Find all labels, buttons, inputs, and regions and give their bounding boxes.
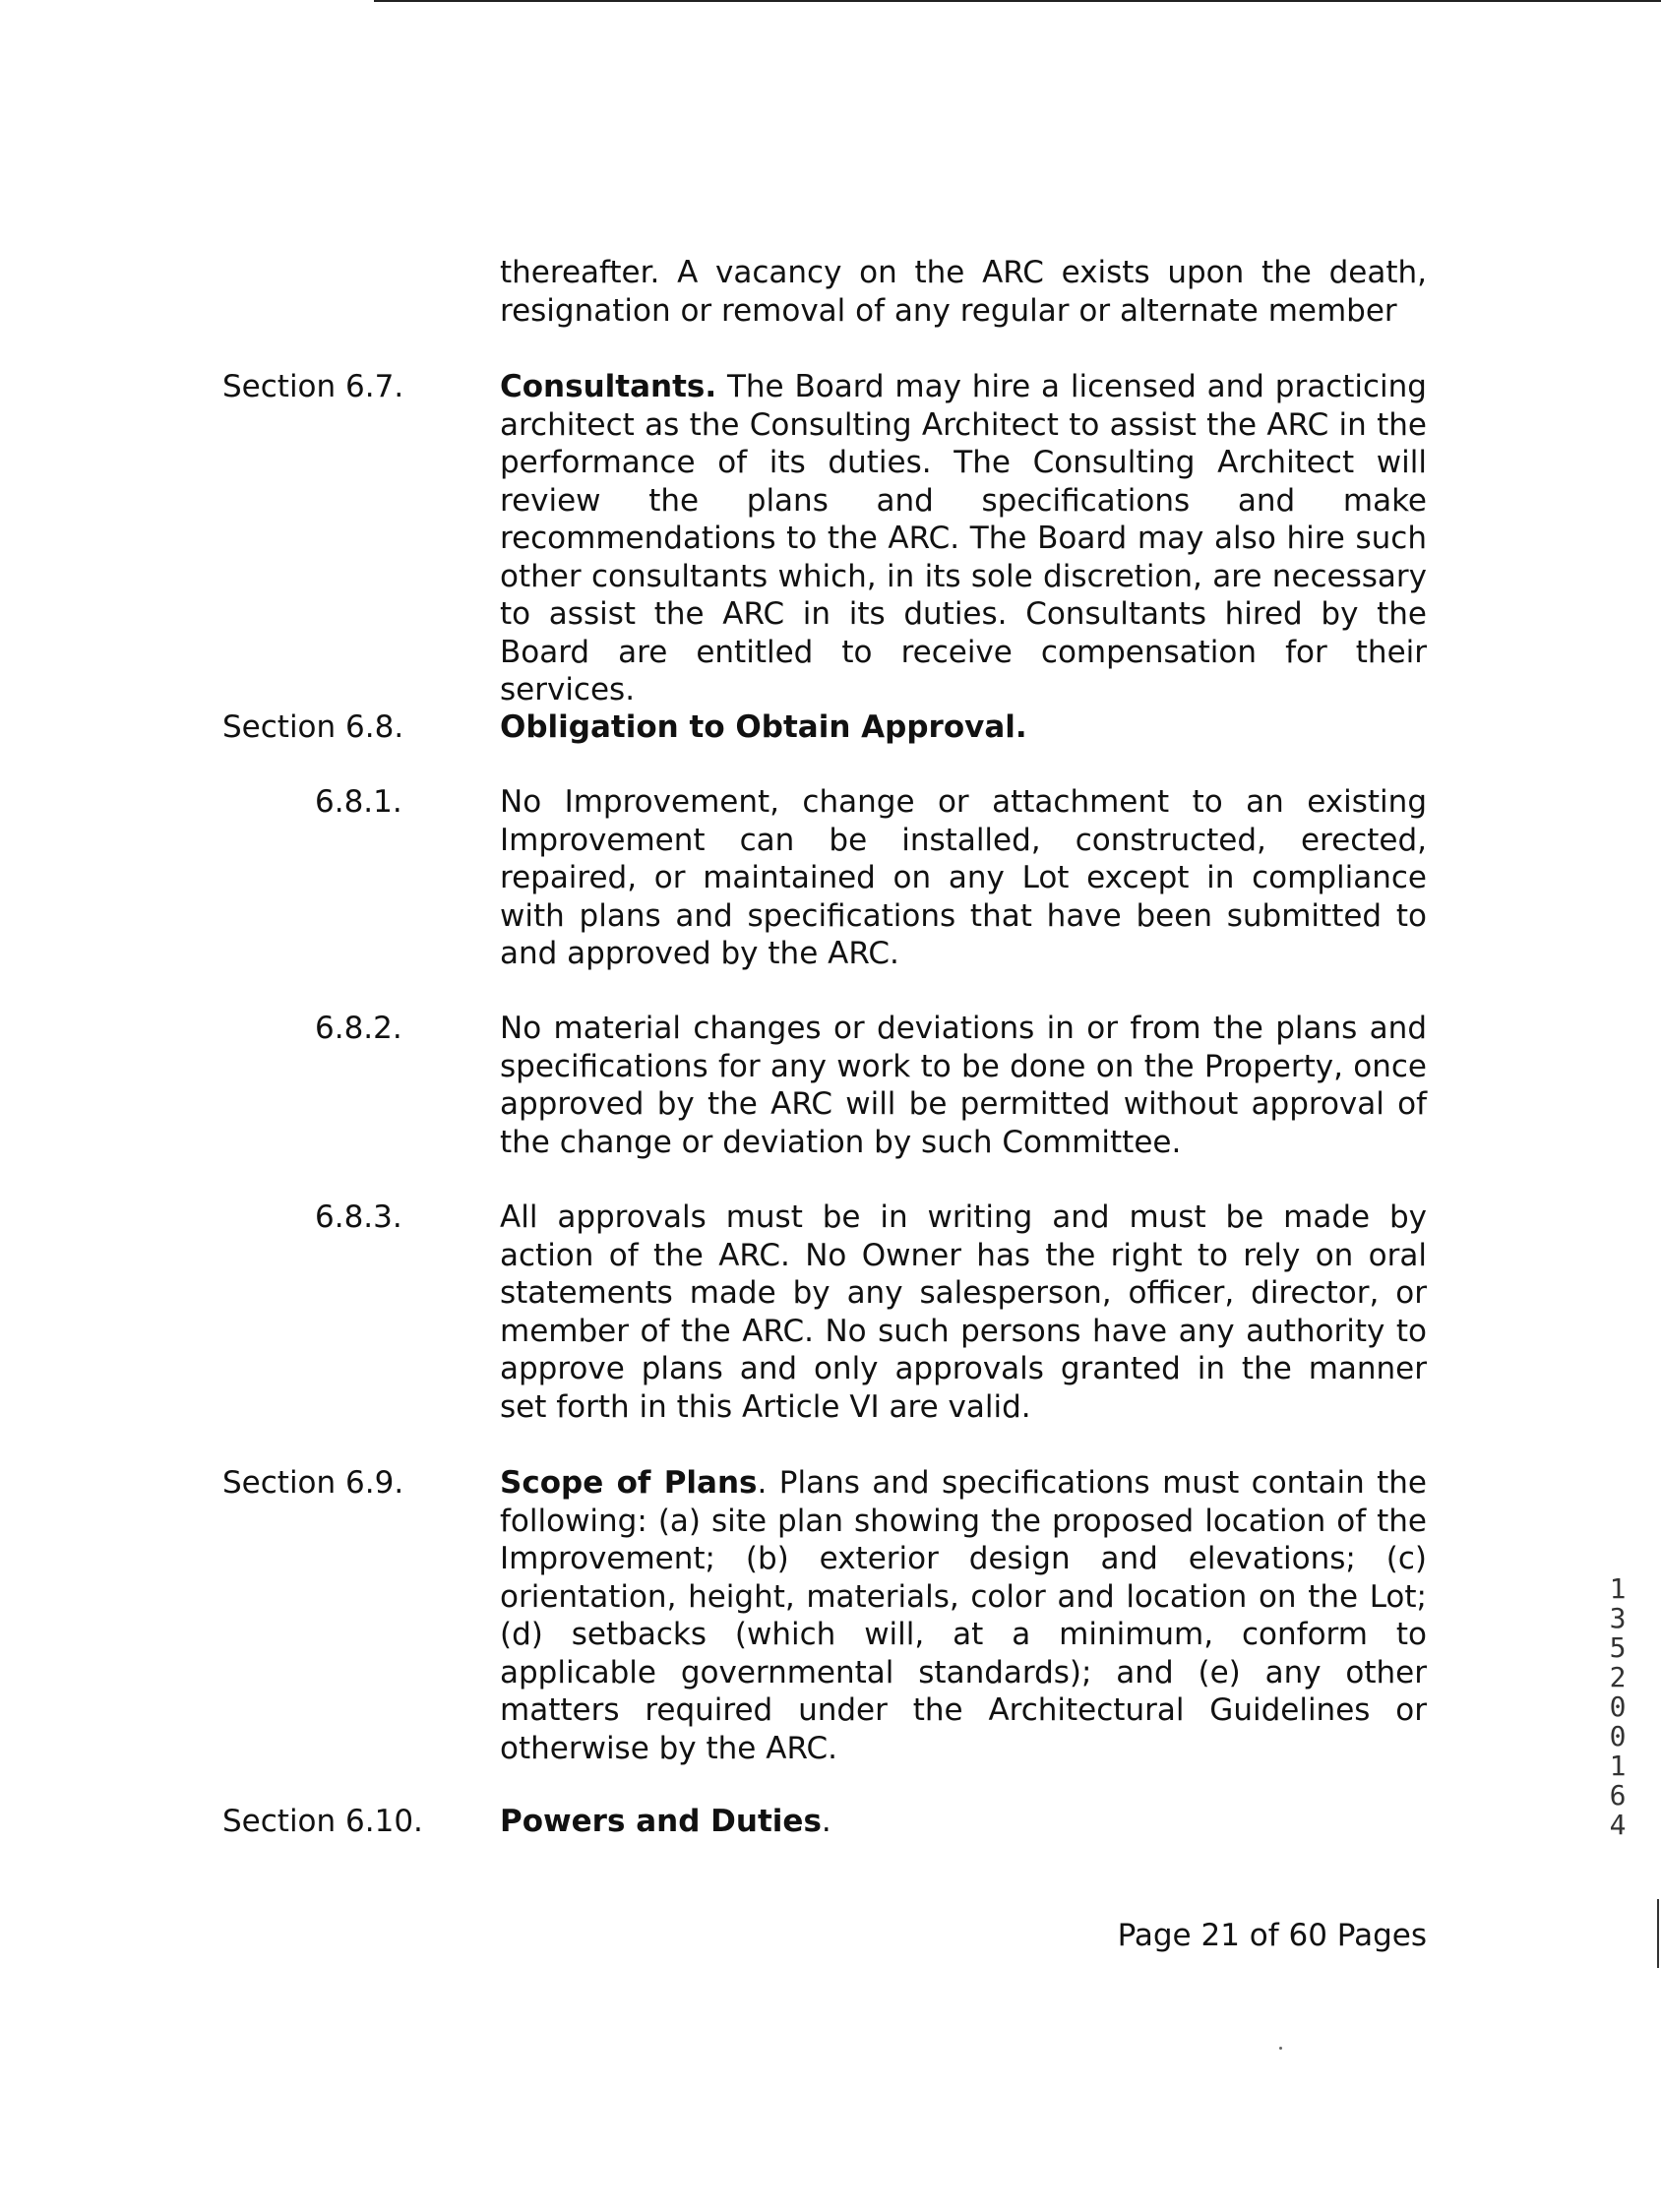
section-body [500, 708, 1427, 747]
section-body [500, 1803, 1427, 1841]
section-label: Section 6.10. [222, 1804, 423, 1839]
subsection-body: No material changes or deviations in or from the plans and specifications for any work to be done on the Property, once approved by the ARC will be permitted without approval of the change or deviation by such Committee. [500, 1011, 1427, 1160]
page-number-footer: Page 21 of 60 Pages [1117, 1918, 1427, 1953]
section-label: Section 6.8. [222, 709, 404, 745]
section-text: . Plans and specifications must contain the following: (a) site plan showing the proposed location of the Improvement; (b) exterior design and elevations; (c) orientation, height, materials, color and location on the Lot; (d) setbacks (which will, at a minimum, conform to applicable governmental standards); and (e) any other matters required under the Architectural Guidelines or otherwise by the ARC. [500, 1465, 1428, 1766]
section-text: . [821, 1804, 831, 1839]
section-body [500, 1464, 1427, 1767]
section-text: The Board may hire a licensed and practicing architect as the Consulting Architect to assist the ARC in the performance of its duties. The Consulting Architect will review the plans and specifications and make recommendations to the ARC. The Board may also hire such other consultants which, in its sole discretion, are necessary to assist the ARC in its duties. Consultants hired by the Board are entitled to receive compensation for their services. [500, 369, 1427, 707]
section-heading: Consultants. [500, 369, 717, 404]
subsection-label: 6.8.1. [315, 784, 402, 820]
recording-stamp: 1352 00164 [1609, 1572, 1627, 1841]
section-heading: Powers and Duties [500, 1804, 822, 1839]
section-body [500, 368, 1427, 709]
section-heading: Obligation to Obtain Approval. [500, 709, 1027, 745]
section-label: Section 6.7. [222, 369, 404, 404]
subsection-label: 6.8.3. [315, 1199, 402, 1235]
section-heading: Scope of Plans [500, 1465, 758, 1501]
subsection-body: No Improvement, change or attachment to an existing Improvement can be installed, constructed, erected, repaired, or maintained on any Lot except in compliance with plans and specifications that have been submitted to and approved by the ARC. [500, 784, 1427, 971]
subsection-label: 6.8.2. [315, 1011, 402, 1046]
subsection-body: All approvals must be in writing and must be made by action of the ARC. No Owner has the right to rely on oral statements made by any salesperson, officer, director, or member of the ARC. No such persons have any authority to approve plans and only approvals granted in the manner set forth in this Article VI are valid. [500, 1199, 1427, 1425]
lead-paragraph: thereafter. A vacancy on the ARC exists upon the death, resignation or removal of any regular or alternate member [500, 255, 1427, 329]
section-label: Section 6.9. [222, 1465, 404, 1501]
